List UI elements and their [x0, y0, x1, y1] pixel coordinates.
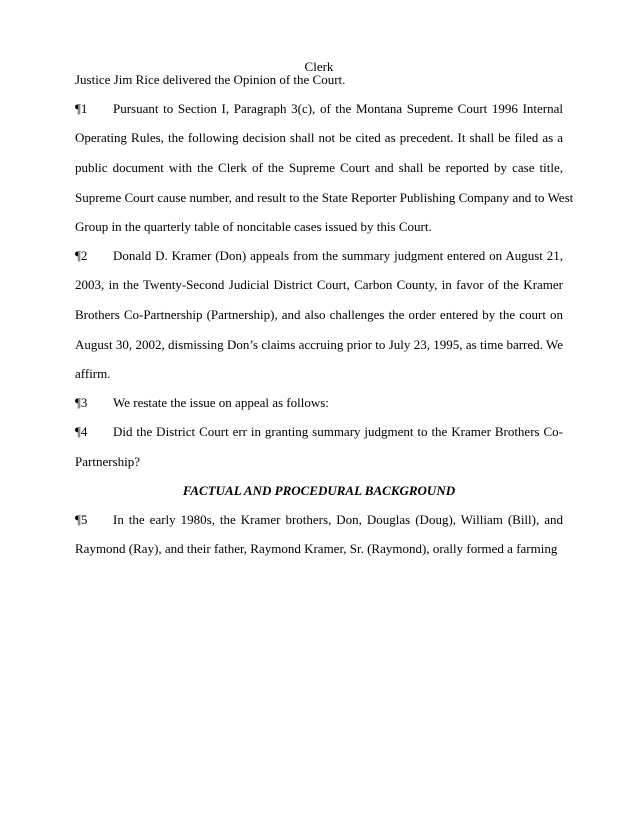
paragraph-2-line-3: Brothers Co-Partnership (Partnership), and also challenges the order entered by the court on	[75, 307, 563, 322]
paragraph-2-line-2: 2003, in the Twenty-Second Judicial District Court, Carbon County, in favor of the Kramer	[75, 277, 563, 292]
section-heading: FACTUAL AND PROCEDURAL BACKGROUND	[182, 483, 456, 498]
paragraph-text: We restate the issue on appeal as follows:	[113, 395, 329, 410]
header-clerk: Clerk	[304, 59, 334, 74]
paragraph-1-line-1	[75, 101, 563, 117]
opinion-line: Justice Jim Rice delivered the Opinion of the Court.	[75, 72, 346, 87]
paragraph-number: ¶3	[75, 395, 88, 410]
paragraph-text: Pursuant to Section I, Paragraph 3(c), of the Montana Supreme Court 1996 Internal	[113, 101, 563, 116]
paragraph-text: Did the District Court err in granting summary judgment to the Kramer Brothers Co-	[113, 424, 563, 439]
paragraph-3-line-1	[75, 395, 329, 411]
paragraph-2-line-4: August 30, 2002, dismissing Don’s claims accruing prior to July 23, 1995, as time barred. We	[75, 337, 563, 352]
paragraph-1-line-3: public document with the Clerk of the Supreme Court and shall be reported by case title,	[75, 160, 563, 175]
paragraph-4-line-1	[75, 424, 563, 440]
paragraph-text: In the early 1980s, the Kramer brothers, Don, Douglas (Doug), William (Bill), and	[113, 512, 563, 527]
paragraph-5-line-2: Raymond (Ray), and their father, Raymond Kramer, Sr. (Raymond), orally formed a farming	[75, 541, 558, 556]
paragraph-5-line-1	[75, 512, 563, 528]
paragraph-4-line-2: Partnership?	[75, 454, 140, 469]
paragraph-number: ¶5	[75, 512, 88, 527]
paragraph-1-line-5: Group in the quarterly table of noncitable cases issued by this Court.	[75, 219, 432, 234]
paragraph-2-line-5: affirm.	[75, 366, 111, 381]
paragraph-text: Donald D. Kramer (Don) appeals from the summary judgment entered on August 21,	[113, 248, 563, 263]
paragraph-number: ¶2	[75, 248, 88, 263]
paragraph-number: ¶1	[75, 101, 88, 116]
paragraph-2-line-1	[75, 248, 563, 264]
paragraph-1-line-4: Supreme Court cause number, and result to the State Reporter Publishing Company and to West	[75, 190, 574, 205]
paragraph-number: ¶4	[75, 424, 88, 439]
paragraph-1-line-2: Operating Rules, the following decision shall not be cited as precedent. It shall be filed as a	[75, 130, 563, 145]
